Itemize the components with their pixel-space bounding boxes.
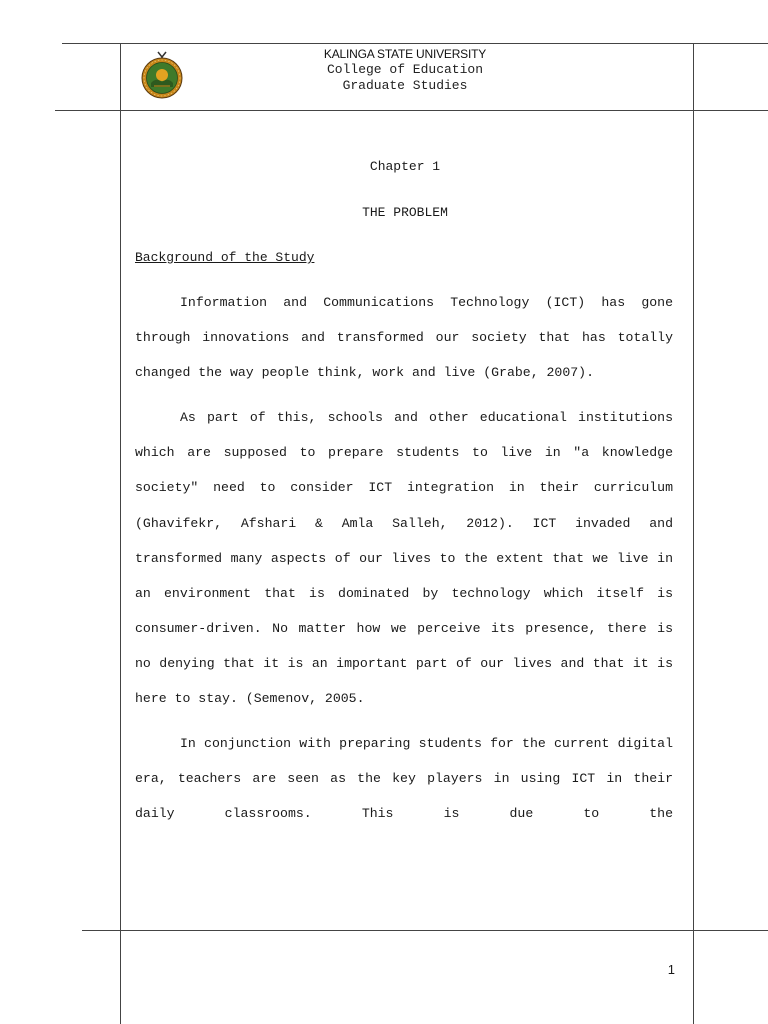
- header-top-rule: [62, 43, 768, 44]
- chapter-title: THE PROBLEM: [362, 205, 448, 220]
- right-margin-rule: [693, 43, 694, 1024]
- document-header: [300, 46, 510, 94]
- university-seal-icon: [138, 50, 186, 100]
- footer-rule: [82, 930, 768, 931]
- chapter-number: Chapter 1: [369, 159, 441, 174]
- university-name: KALINGA STATE UNIVERSITY: [323, 47, 487, 61]
- section-heading: Background of the Study: [135, 250, 315, 265]
- college-name: College of Education: [326, 62, 484, 77]
- paragraph: As part of this, schools and other educational institutions which are supposed to prepare students to live in "a knowledge society" need to consider ICT integration in their curriculum (Ghavifekr, Afshari & Amla Salleh, 2012). ICT invaded and transformed many aspects of our lives to the extent that we live in an environment that is dominated by technology which itself is consumer-driven. No matter how we perceive its presence, there is no denying that it is an important part of our lives and that it is here to stay. (Semenov, 2005.: [135, 410, 673, 707]
- page-number: 1: [667, 962, 675, 977]
- body-text: [135, 285, 673, 841]
- left-margin-rule: [120, 43, 121, 1024]
- paragraph: Information and Communications Technology (ICT) has gone through innovations and transformed our society that has totally changed the way people think, work and live (Grabe, 2007).: [135, 295, 673, 381]
- paragraph: In conjunction with preparing students for the current digital era, teachers are seen as the key players in using ICT in their daily classrooms. This is due to the: [135, 736, 673, 822]
- program-name: Graduate Studies: [342, 78, 468, 93]
- header-bottom-rule: [55, 110, 768, 111]
